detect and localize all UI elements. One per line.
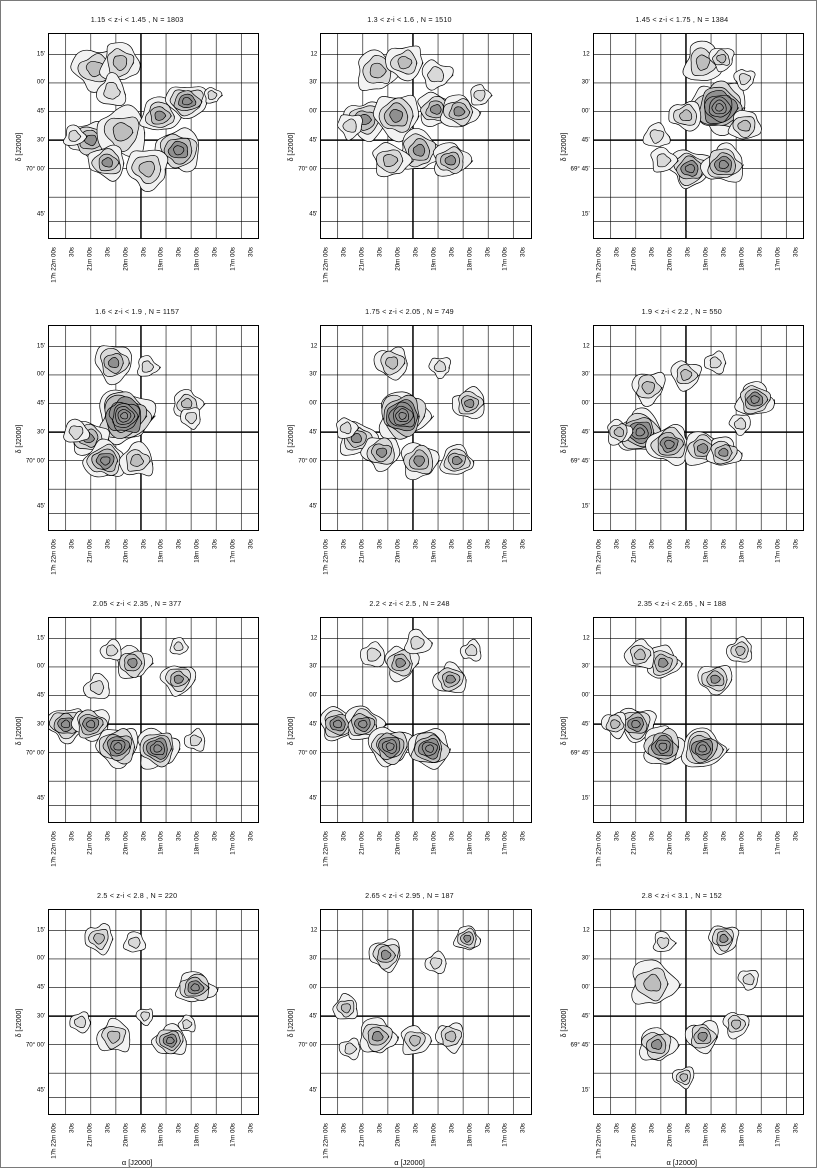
- x-tick-label: 30s: [519, 831, 527, 841]
- x-tick-label: 30s: [484, 539, 491, 549]
- x-tick-label: 21m 00s: [86, 831, 94, 855]
- panel: [273, 1, 545, 293]
- x-axis-label: α [J2000]: [121, 1158, 153, 1167]
- y-tick-label: 00': [309, 691, 318, 699]
- x-tick-label: 30s: [792, 539, 800, 549]
- x-tick-label: 30s: [648, 831, 656, 841]
- contour-map: [49, 34, 258, 238]
- y-tick-label: 12: [582, 50, 590, 58]
- panel-title: 2.2 < z-i < 2.5 , N = 248: [369, 599, 450, 608]
- x-tick-label: 30s: [412, 247, 420, 257]
- contour-map: [321, 326, 530, 530]
- panel: [1, 585, 273, 877]
- x-tick-label: 30s: [211, 247, 219, 257]
- x-tick-label: 20m 00s: [122, 1123, 130, 1147]
- x-tick-label: 19m 00s: [430, 539, 438, 563]
- x-tick-label: 20m 00s: [394, 247, 402, 271]
- y-tick-label: 45': [581, 136, 590, 144]
- panel: [1, 1, 273, 293]
- x-tick-label: 21m 00s: [630, 1123, 638, 1147]
- y-axis-label: δ [J2000]: [288, 1008, 296, 1038]
- x-axis-label: α [J2000]: [394, 1158, 425, 1167]
- x-tick-label: 30s: [175, 1123, 183, 1133]
- y-tick-label: 00': [581, 983, 590, 991]
- x-tick-label: 30s: [68, 831, 76, 841]
- x-tick-label: 20m 00s: [122, 539, 130, 563]
- x-tick-label: 21m 00s: [86, 1123, 94, 1147]
- x-tick-label: 30s: [340, 539, 348, 549]
- y-axis-label: δ [J2000]: [288, 716, 296, 746]
- y-tick-label: 45': [309, 1012, 318, 1020]
- x-tick-label: 30s: [519, 1123, 527, 1133]
- x-tick-label: 17m 00s: [501, 1123, 509, 1147]
- y-tick-label: 45': [309, 502, 318, 510]
- x-tick-label: 20m 00s: [666, 1123, 674, 1147]
- x-tick-label: 18m 00s: [466, 539, 474, 563]
- x-tick-label: 30s: [484, 247, 491, 257]
- panel: [546, 1, 817, 293]
- x-tick-label: 19m 00s: [157, 1123, 165, 1147]
- y-tick-label: 00': [36, 370, 45, 378]
- y-tick-label: 15': [36, 50, 45, 58]
- x-tick-label: 30s: [104, 247, 112, 257]
- panel-title: 1.9 < z-i < 2.2 , N = 550: [641, 307, 722, 316]
- contour-map: [594, 34, 803, 238]
- x-tick-label: 21m 00s: [358, 247, 366, 271]
- x-tick-label: 19m 00s: [702, 539, 710, 563]
- x-tick-label: 20m 00s: [666, 831, 674, 855]
- x-tick-label: 30s: [247, 1123, 255, 1133]
- x-tick-label: 19m 00s: [702, 831, 710, 855]
- y-tick-label: 15': [36, 926, 45, 934]
- x-tick-label: 30s: [720, 1123, 728, 1133]
- y-tick-label: 30': [309, 370, 318, 378]
- x-tick-label: 18m 00s: [193, 539, 201, 563]
- y-tick-label: 00': [36, 78, 45, 86]
- y-tick-label: 12: [310, 926, 318, 934]
- x-tick-label: 30s: [247, 247, 255, 257]
- x-tick-label: 30s: [684, 1123, 692, 1133]
- x-tick-label: 30s: [648, 539, 656, 549]
- x-tick-label: 21m 00s: [86, 247, 94, 271]
- x-tick-label: 17m 00s: [229, 1123, 237, 1147]
- plot-area: [320, 325, 531, 531]
- x-tick-label: 30s: [68, 247, 76, 257]
- x-tick-label: 17m 00s: [501, 539, 509, 563]
- x-tick-label: 30s: [684, 539, 692, 549]
- x-tick-label: 21m 00s: [358, 1123, 366, 1147]
- x-tick-label: 17m 00s: [229, 539, 237, 563]
- panel-title: 2.65 < z-i < 2.95 , N = 187: [365, 891, 454, 900]
- y-tick-label: 30': [581, 78, 590, 86]
- x-tick-label: 18m 00s: [738, 1123, 746, 1147]
- y-tick-label: 30': [36, 720, 45, 728]
- y-tick-label: 12: [310, 342, 318, 350]
- x-tick-label: 30s: [720, 831, 728, 841]
- x-tick-label: 18m 00s: [738, 539, 746, 563]
- contour-map: [594, 910, 803, 1114]
- x-tick-label: 30s: [140, 247, 148, 257]
- x-tick-label: 30s: [613, 831, 621, 841]
- x-tick-label: 17m 00s: [774, 1123, 782, 1147]
- x-tick-label: 17h 22m 00s: [595, 247, 603, 283]
- plot-area: [593, 909, 804, 1115]
- x-tick-label: 17m 00s: [229, 831, 237, 855]
- x-tick-label: 19m 00s: [430, 831, 438, 855]
- y-tick-label: 70° 00': [25, 1041, 45, 1049]
- y-axis-label: δ [J2000]: [560, 716, 568, 746]
- y-tick-label: 70° 00': [25, 749, 45, 757]
- y-tick-label: 00': [581, 399, 590, 407]
- y-tick-label: 30': [309, 954, 318, 962]
- x-tick-label: 17h 22m 00s: [50, 1123, 58, 1159]
- y-axis-label: δ [J2000]: [15, 1008, 23, 1038]
- x-tick-label: 18m 00s: [466, 831, 474, 855]
- x-tick-label: 30s: [140, 1123, 148, 1133]
- x-tick-label: 17h 22m 00s: [595, 831, 603, 867]
- y-tick-label: 12: [582, 634, 590, 642]
- y-tick-label: 12: [582, 342, 590, 350]
- y-tick-label: 15': [581, 502, 590, 510]
- y-tick-label: 30': [581, 662, 590, 670]
- contour-map: [49, 326, 258, 530]
- x-tick-label: 30s: [519, 539, 527, 549]
- x-tick-label: 30s: [448, 831, 456, 841]
- x-tick-label: 30s: [448, 247, 456, 257]
- y-tick-label: 70° 00': [25, 165, 45, 173]
- panel-grid: [1, 1, 817, 1169]
- x-tick-label: 21m 00s: [630, 539, 638, 563]
- x-tick-label: 30s: [613, 247, 621, 257]
- x-tick-label: 30s: [792, 1123, 800, 1133]
- x-tick-label: 18m 00s: [193, 831, 201, 855]
- x-tick-label: 19m 00s: [157, 247, 165, 271]
- y-tick-label: 15': [36, 634, 45, 642]
- x-tick-label: 21m 00s: [358, 539, 366, 563]
- y-tick-label: 45': [36, 107, 45, 115]
- panel-title: 1.3 < z-i < 1.6 , N = 1510: [367, 15, 452, 24]
- plot-area: [48, 909, 259, 1115]
- x-tick-label: 30s: [211, 831, 219, 841]
- x-tick-label: 19m 00s: [430, 1123, 438, 1147]
- x-tick-label: 18m 00s: [738, 247, 746, 271]
- y-tick-label: 00': [36, 954, 45, 962]
- y-axis-label: δ [J2000]: [560, 1008, 568, 1038]
- x-tick-label: 20m 00s: [394, 539, 402, 563]
- x-tick-label: 18m 00s: [466, 247, 474, 271]
- x-tick-label: 17h 22m 00s: [595, 539, 603, 575]
- y-tick-label: 69° 45': [570, 1041, 590, 1049]
- x-tick-label: 30s: [104, 539, 112, 549]
- x-tick-label: 20m 00s: [122, 831, 130, 855]
- x-tick-label: 30s: [448, 1123, 456, 1133]
- panel-title: 2.5 < z-i < 2.8 , N = 220: [97, 891, 178, 900]
- x-tick-label: 30s: [376, 247, 384, 257]
- y-tick-label: 70° 00': [298, 165, 318, 173]
- y-tick-label: 30': [36, 428, 45, 436]
- x-tick-label: 30s: [684, 247, 692, 257]
- x-tick-label: 18m 00s: [466, 1123, 474, 1147]
- y-tick-label: 15': [581, 210, 590, 218]
- y-axis-label: δ [J2000]: [15, 424, 23, 454]
- x-tick-label: 17m 00s: [774, 539, 782, 563]
- x-tick-label: 30s: [412, 1123, 420, 1133]
- x-tick-label: 30s: [684, 831, 692, 841]
- x-tick-label: 30s: [648, 1123, 656, 1133]
- x-tick-label: 30s: [104, 831, 112, 841]
- x-tick-label: 30s: [648, 247, 656, 257]
- x-tick-label: 30s: [756, 831, 764, 841]
- y-tick-label: 45': [309, 210, 318, 218]
- x-tick-label: 17h 22m 00s: [322, 539, 330, 575]
- x-tick-label: 30s: [756, 1123, 764, 1133]
- plot-area: [320, 909, 531, 1115]
- y-tick-label: 15': [581, 794, 590, 802]
- contour-map: [321, 618, 530, 822]
- y-tick-label: 69° 45': [570, 457, 590, 465]
- x-tick-label: 30s: [412, 831, 420, 841]
- x-tick-label: 17h 22m 00s: [322, 831, 330, 867]
- x-tick-label: 17m 00s: [774, 247, 782, 271]
- plot-area: [593, 617, 804, 823]
- x-tick-label: 20m 00s: [394, 831, 402, 855]
- x-tick-label: 17m 00s: [774, 831, 782, 855]
- x-tick-label: 30s: [175, 247, 183, 257]
- y-tick-label: 45': [581, 720, 590, 728]
- y-axis-label: δ [J2000]: [15, 716, 23, 746]
- x-tick-label: 30s: [792, 831, 800, 841]
- x-tick-label: 30s: [340, 247, 348, 257]
- y-tick-label: 45': [36, 502, 45, 510]
- panel: [546, 293, 817, 585]
- x-tick-label: 30s: [756, 539, 764, 549]
- y-tick-label: 15': [36, 342, 45, 350]
- panel-title: 2.35 < z-i < 2.65 , N = 188: [637, 599, 727, 608]
- y-tick-label: 15': [581, 1086, 590, 1094]
- y-tick-label: 00': [581, 691, 590, 699]
- y-axis-label: δ [J2000]: [288, 132, 296, 162]
- y-tick-label: 30': [309, 662, 318, 670]
- y-tick-label: 00': [309, 399, 318, 407]
- x-tick-label: 30s: [175, 539, 183, 549]
- y-tick-label: 00': [309, 983, 318, 991]
- panel-title: 1.45 < z-i < 1.75 , N = 1384: [635, 15, 729, 24]
- y-tick-label: 45': [309, 794, 318, 802]
- y-tick-label: 45': [309, 720, 318, 728]
- y-tick-label: 69° 45': [570, 749, 590, 757]
- contour-map: [49, 618, 258, 822]
- y-tick-label: 12: [310, 634, 318, 642]
- y-axis-label: δ [J2000]: [560, 424, 568, 454]
- x-tick-label: 30s: [448, 539, 456, 549]
- x-tick-label: 19m 00s: [702, 1123, 710, 1147]
- x-tick-label: 30s: [211, 1123, 219, 1133]
- y-tick-label: 70° 00': [298, 749, 318, 757]
- y-tick-label: 00': [581, 107, 590, 115]
- panel-title: 1.15 < z-i < 1.45 , N = 1803: [90, 15, 184, 24]
- y-tick-label: 30': [581, 370, 590, 378]
- contour-map: [594, 618, 803, 822]
- x-tick-label: 17h 22m 00s: [322, 247, 330, 283]
- x-tick-label: 21m 00s: [630, 831, 638, 855]
- y-axis-label: δ [J2000]: [15, 132, 23, 162]
- panel: [1, 293, 273, 585]
- x-tick-label: 21m 00s: [358, 831, 366, 855]
- x-tick-label: 30s: [412, 539, 420, 549]
- x-tick-label: 30s: [720, 247, 728, 257]
- contour-map: [321, 34, 530, 238]
- x-tick-label: 20m 00s: [394, 1123, 402, 1147]
- y-tick-label: 00': [309, 107, 318, 115]
- x-tick-label: 17h 22m 00s: [50, 539, 58, 575]
- y-axis-label: δ [J2000]: [288, 424, 296, 454]
- panel: [546, 877, 817, 1169]
- x-tick-label: 30s: [340, 831, 348, 841]
- y-tick-label: 45': [36, 1086, 45, 1094]
- x-tick-label: 21m 00s: [630, 247, 638, 271]
- x-tick-label: 30s: [247, 831, 255, 841]
- panel-title: 2.05 < z-i < 2.35 , N = 377: [92, 599, 182, 608]
- x-tick-label: 30s: [104, 1123, 112, 1133]
- panel: [273, 293, 545, 585]
- y-tick-label: 45': [309, 428, 318, 436]
- contour-map: [321, 910, 530, 1114]
- y-tick-label: 45': [36, 691, 45, 699]
- y-tick-label: 45': [36, 983, 45, 991]
- x-tick-label: 30s: [613, 539, 621, 549]
- x-tick-label: 21m 00s: [86, 539, 94, 563]
- y-tick-label: 30': [309, 78, 318, 86]
- panel: [1, 877, 273, 1169]
- x-tick-label: 19m 00s: [157, 831, 165, 855]
- plot-area: [48, 33, 259, 239]
- x-tick-label: 30s: [68, 539, 76, 549]
- y-tick-label: 70° 00': [298, 457, 318, 465]
- x-tick-label: 30s: [340, 1123, 348, 1133]
- y-tick-label: 70° 00': [25, 457, 45, 465]
- x-tick-label: 17h 22m 00s: [322, 1123, 330, 1159]
- y-tick-label: 45': [36, 399, 45, 407]
- y-tick-label: 12: [310, 50, 318, 58]
- x-tick-label: 19m 00s: [702, 247, 710, 271]
- x-tick-label: 30s: [211, 539, 219, 549]
- x-tick-label: 30s: [484, 831, 491, 841]
- contour-map: [49, 910, 258, 1114]
- panel-title: 2.8 < z-i < 3.1 , N = 152: [641, 891, 722, 900]
- x-tick-label: 30s: [376, 831, 384, 841]
- panel-title: 1.6 < z-i < 1.9 , N = 1157: [95, 307, 180, 316]
- x-tick-label: 30s: [756, 247, 764, 257]
- panel: [273, 877, 545, 1169]
- panel: [273, 585, 545, 877]
- x-tick-label: 30s: [519, 247, 527, 257]
- x-tick-label: 20m 00s: [666, 539, 674, 563]
- y-tick-label: 70° 00': [298, 1041, 318, 1049]
- y-tick-label: 45': [309, 136, 318, 144]
- x-tick-label: 19m 00s: [430, 247, 438, 271]
- x-tick-label: 17h 22m 00s: [595, 1123, 603, 1159]
- plot-area: [48, 325, 259, 531]
- y-tick-label: 12: [582, 926, 590, 934]
- x-tick-label: 30s: [68, 1123, 76, 1133]
- contour-map: [594, 326, 803, 530]
- y-tick-label: 45': [581, 428, 590, 436]
- y-axis-label: δ [J2000]: [560, 132, 568, 162]
- x-tick-label: 30s: [247, 539, 255, 549]
- y-tick-label: 45': [36, 794, 45, 802]
- y-tick-label: 45': [309, 1086, 318, 1094]
- x-tick-label: 20m 00s: [122, 247, 130, 271]
- x-tick-label: 30s: [140, 831, 148, 841]
- x-tick-label: 18m 00s: [193, 1123, 201, 1147]
- y-tick-label: 00': [36, 662, 45, 670]
- panel: [546, 585, 817, 877]
- x-tick-label: 30s: [175, 831, 183, 841]
- plot-area: [320, 617, 531, 823]
- y-tick-label: 30': [581, 954, 590, 962]
- x-tick-label: 30s: [613, 1123, 621, 1133]
- y-tick-label: 69° 45': [570, 165, 590, 173]
- x-tick-label: 17m 00s: [501, 247, 509, 271]
- x-tick-label: 30s: [376, 539, 384, 549]
- y-tick-label: 45': [581, 1012, 590, 1020]
- x-tick-label: 17m 00s: [501, 831, 509, 855]
- x-tick-label: 17h 22m 00s: [50, 247, 58, 283]
- x-tick-label: 19m 00s: [157, 539, 165, 563]
- x-tick-label: 30s: [792, 247, 800, 257]
- x-tick-label: 30s: [720, 539, 728, 549]
- y-tick-label: 30': [36, 1012, 45, 1020]
- plot-area: [320, 33, 531, 239]
- y-tick-label: 45': [36, 210, 45, 218]
- x-tick-label: 30s: [376, 1123, 384, 1133]
- x-tick-label: 17m 00s: [229, 247, 237, 271]
- x-tick-label: 20m 00s: [666, 247, 674, 271]
- x-tick-label: 17h 22m 00s: [50, 831, 58, 867]
- x-tick-label: 18m 00s: [738, 831, 746, 855]
- y-tick-label: 30': [36, 136, 45, 144]
- panel-title: 1.75 < z-i < 2.05 , N = 749: [365, 307, 454, 316]
- plot-area: [48, 617, 259, 823]
- plot-area: [593, 325, 804, 531]
- x-tick-label: 30s: [140, 539, 148, 549]
- x-tick-label: 18m 00s: [193, 247, 201, 271]
- x-tick-label: 30s: [484, 1123, 491, 1133]
- plot-area: [593, 33, 804, 239]
- x-axis-label: α [J2000]: [666, 1158, 698, 1167]
